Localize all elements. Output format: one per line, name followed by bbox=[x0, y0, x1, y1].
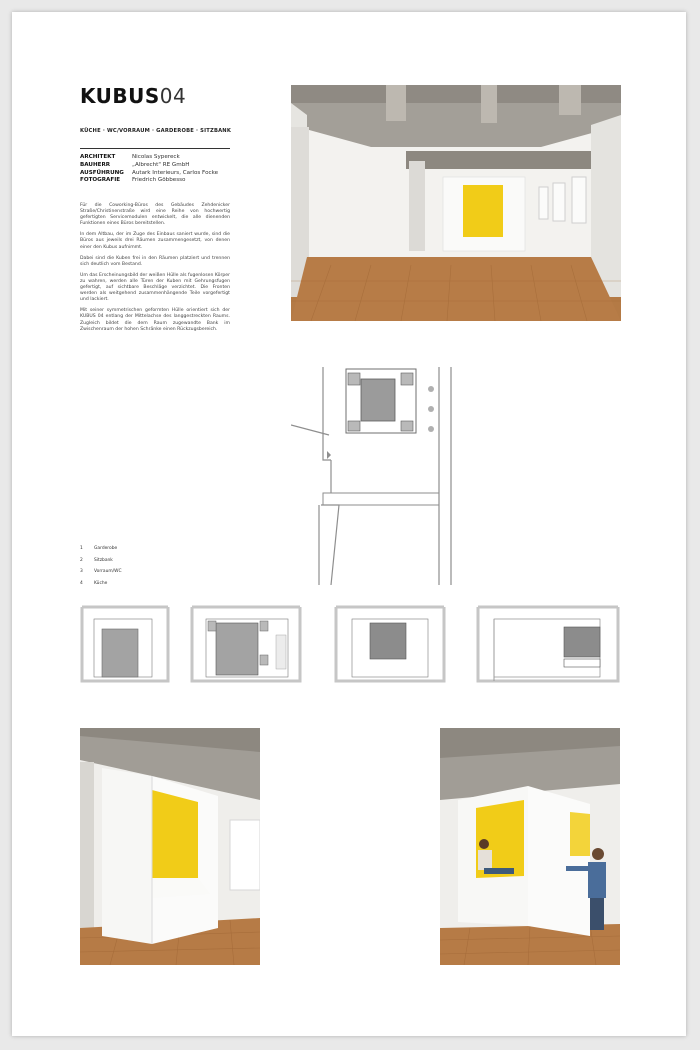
legend-item: 2 Sitzbank bbox=[80, 557, 113, 563]
elevation-drawings bbox=[80, 605, 620, 683]
top-photo-illustration bbox=[291, 85, 621, 321]
description-paragraph: Um das Erscheinungsbild der weißen Hülle als fugenlosen Körper zu wahren, werden alle Türen der Kuben mit Gehrungsfugen gefertigt, auf sichtbare Beschläge verzichtet. Die Fronten werden als weitgehend zusammenhängende Teile vorgefertigt und lackiert. bbox=[80, 272, 230, 303]
project-subtitle: KÜCHE · WC/VORRAUM · GARDEROBE · SITZBANK bbox=[80, 128, 232, 134]
description-paragraph: In dem Altbau, der im Zuge des Einbaus saniert wurde, sind die Büros aus jeweils drei Räumen zusammengesetzt, von denen einer den Kubus aufnimmt. bbox=[80, 232, 230, 250]
description-paragraph: Für die Coworking-Büros des Gebäudes Zehdenicker Straße/Christinenstraße wird eine Reihe von hochwertig gefertigten Servicemodulen entwickelt, die alle dienenden Funktionen eines Büros bereitstellen. bbox=[80, 203, 230, 227]
credit-value: Friedrich Göbbesso bbox=[132, 177, 186, 184]
bottom-left-interior-photo bbox=[80, 728, 260, 965]
bottom-right-photo-illustration bbox=[440, 728, 620, 965]
credit-row-photography bbox=[80, 177, 240, 185]
plan-legend bbox=[80, 543, 200, 589]
project-title: KUBUS04 bbox=[80, 84, 187, 108]
credit-row-architect bbox=[80, 154, 240, 162]
legend-item: 4 Küche bbox=[80, 580, 108, 586]
credit-label: AUSFÜHRUNG bbox=[80, 169, 124, 176]
credit-label: ARCHITEKT bbox=[80, 154, 116, 160]
elevations-illustration bbox=[80, 605, 620, 683]
credit-label: FOTOGRAFIE bbox=[80, 177, 121, 184]
description-paragraph: Mit seiner symmetrischen geformten Hülle orientiert sich der KUBUS 04 entlang der Mittelachse des langgestreckten Raums. Zugleich bildet die dem Raum zugewandte Bank im Zwischenraum der hohen Schränke einen Rückzugsbereich. bbox=[80, 308, 230, 332]
description-paragraph: Dabei sind die Kuben frei in den Räumen platziert und trennen sich deutlich vom Bestand. bbox=[80, 255, 230, 267]
floor-plan bbox=[291, 365, 461, 585]
credit-value: Nicolas Sypereck bbox=[132, 154, 180, 160]
credit-label: BAUHERR bbox=[80, 161, 111, 168]
floor-plan-drawing bbox=[291, 365, 461, 585]
credit-row-execution bbox=[80, 170, 240, 178]
legend-item: 1 Garderobe bbox=[80, 546, 118, 551]
bottom-right-interior-photo bbox=[440, 728, 620, 965]
top-interior-photo bbox=[291, 85, 621, 321]
title-divider bbox=[80, 148, 230, 149]
credit-value: „Albrecht" RE GmbH bbox=[132, 161, 190, 168]
credit-value: Autark Interieurs, Carlos Focke bbox=[132, 169, 219, 176]
credits-block bbox=[80, 154, 240, 185]
credit-row-client bbox=[80, 162, 240, 170]
bottom-left-photo-illustration bbox=[80, 728, 260, 965]
project-description bbox=[80, 203, 230, 338]
legend-item: 3 Vorraum/WC bbox=[80, 569, 122, 574]
